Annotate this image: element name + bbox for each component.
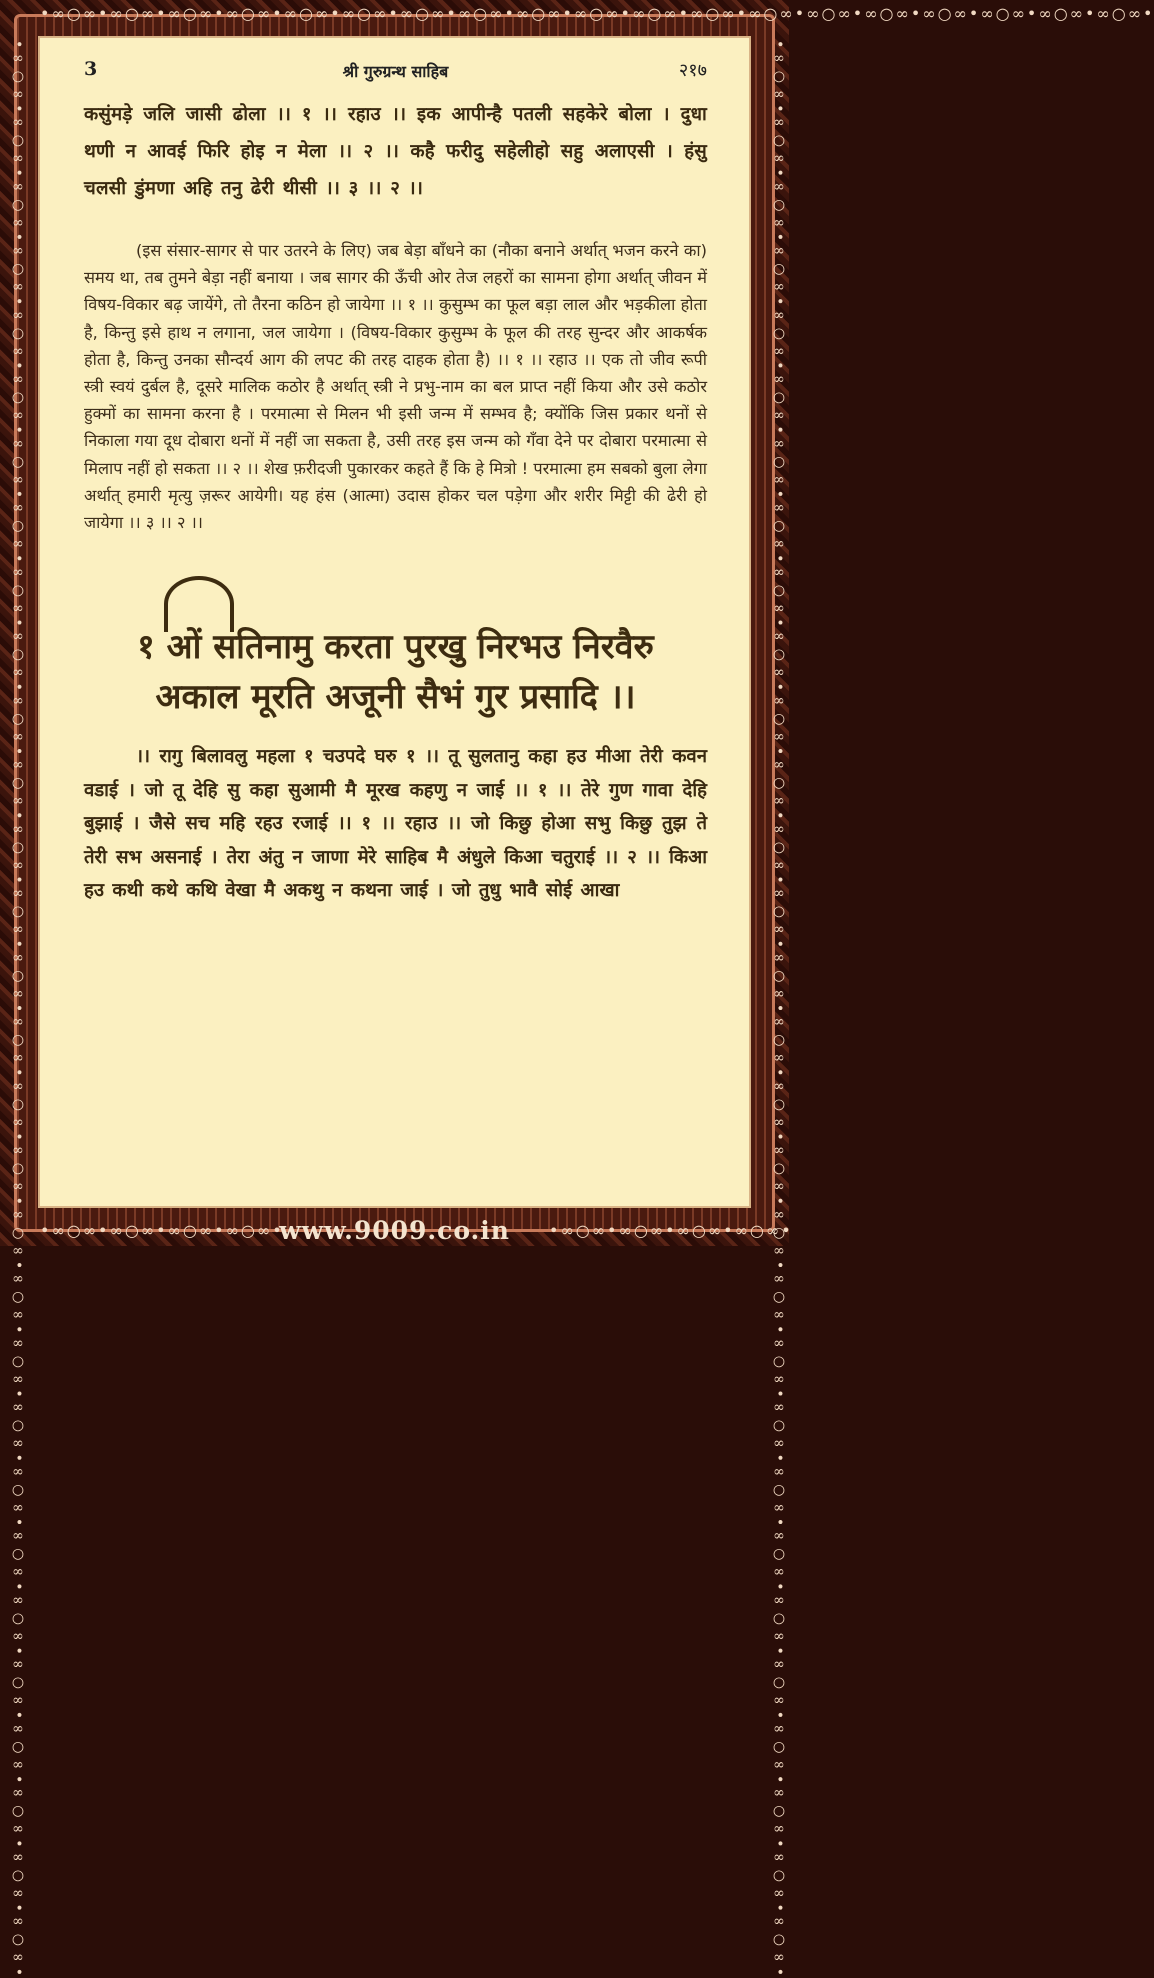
gurbani-text-top: कसुंमड़े जलि जासी ढोला ।। १ ।। रहाउ ।। इक आपीन्है पतली सहकेरे बोला । दुधा थणी न आवई फिरि होइ न मेला ।। २ ।। कहै फरीदु सहेलीहो सहु अलाएसी । हंसु चलसी डुंमणा अहि तनु ढेरी थीसी ।। ३ ।। २ ।। bbox=[84, 104, 707, 199]
mool-mantar-line-1: १ ओं सतिनामु करता पुरखु निरभउ निरवैरु bbox=[137, 627, 654, 668]
ek-onkar-arc bbox=[164, 576, 234, 632]
bottom-left-ornament: •∞○∞•∞○∞•∞○∞•∞○∞• bbox=[40, 1221, 284, 1240]
left-ornament: •∞○∞•∞○∞•∞○∞•∞○∞•∞○∞•∞○∞•∞○∞•∞○∞•∞○∞•∞○∞•∞○∞•∞○∞•∞○∞•∞○∞•∞○∞•∞○∞•∞○∞•∞○∞•∞○∞•∞○∞•∞○∞•∞○∞•∞○∞•∞○∞•∞○∞•∞○∞•∞○∞•∞○∞•∞○∞•∞○∞• bbox=[10, 40, 26, 1978]
gurbani-text-bottom: ।। रागु बिलावलु महला १ चउपदे घरु १ ।। तू सुलतानु कहा हउ मीआ तेरी कवन वडाई । जो तू देहि सु कहा सुआमी मै मूरख कहणु न जाई ।। १ ।। तेरे गुण गावा देहि बुझाई । जैसे सच महि रहउ रजाई ।। १ ।। रहाउ ।। जो किछु होआ सभु किछु तुझ ते तेरी सभ असनाई । तेरा अंतु न जाणा मेरे साहिब मै अंधुले किआ चतुराई ।। २ ।। किआ हउ कथी कथे कथि वेखा मै अकथु न कथना जाई । जो तुधु भावै सोई आखा bbox=[84, 746, 707, 902]
website-footer: www.9009.co.in bbox=[279, 1216, 510, 1245]
top-ornament: •∞○∞•∞○∞•∞○∞•∞○∞•∞○∞•∞○∞•∞○∞•∞○∞•∞○∞•∞○∞•∞○∞•∞○∞•∞○∞•∞○∞•∞○∞•∞○∞•∞○∞•∞○∞•∞○∞• bbox=[40, 4, 1154, 23]
right-ornament: •∞○∞•∞○∞•∞○∞•∞○∞•∞○∞•∞○∞•∞○∞•∞○∞•∞○∞•∞○∞•∞○∞•∞○∞•∞○∞•∞○∞•∞○∞•∞○∞•∞○∞•∞○∞•∞○∞•∞○∞•∞○∞•∞○∞•∞○∞•∞○∞•∞○∞•∞○∞•∞○∞•∞○∞•∞○∞•∞○∞• bbox=[771, 40, 787, 1978]
hindi-translation: (इस संसार-सागर से पार उतरने के लिए) जब बेड़ा बाँधने का (नौका बनाने अर्थात् भजन करने का) समय था, तब तुमने बेड़ा नहीं बनाया । जब सागर की ऊँची ओर तेज लहरों का सामना होगा अर्थात् जीवन में विषय-विकार बढ़ जायेंगे, तो तैरना कठिन हो जायेगा ।। १ ।। कुसुम्भ का फूल बड़ा लाल और भड़कीला होता है, किन्तु इसे हाथ न लगाना, जल जायेगा । (विषय-विकार कुसुम्भ के फूल की तरह सुन्दर और आकर्षक होता है, किन्तु उनका सौन्दर्य आग की लपट की तरह दाहक होता है) ।। १ ।। रहाउ ।। एक तो जीव रूपी स्त्री स्वयं दुर्बल है, दूसरे मालिक कठोर है अर्थात् स्त्री ने प्रभु-नाम का बल प्राप्त नहीं किया और उसे कठोर हुक्मों का सामना करना है । परमात्मा से मिलन भी इसी जन्म में सम्भव है; क्योंकि जिस प्रकार थनों से निकाला गया दूध दोबारा थनों में नहीं जा सकता है, उसी तरह इस जन्म को गँवा देने पर दोबारा परमात्मा से मिलाप नहीं हो सकता ।। २ ।। शेख फ़रीदजी पुकारकर कहते हैं कि हे मित्रो ! परमात्मा हम सबको बुला लेगा अर्थात् हमारी मृत्यु ज़रूर आयेगी। यह हंस (आत्मा) उदास होकर चल पड़ेगा और शरीर मिट्टी की ढेरी हो जायेगा ।। ३ ।। २ ।। bbox=[84, 241, 707, 533]
page-number-right: २१७ bbox=[678, 60, 707, 81]
mool-mantar-line-2: अकाल मूरति अजूनी सैभं गुर प्रसादि ।। bbox=[155, 677, 636, 718]
page-header bbox=[84, 58, 707, 88]
scripture-page bbox=[38, 36, 751, 1208]
mool-mantar bbox=[84, 622, 707, 722]
page-title: श्री गुरुग्रन्थ साहिब bbox=[342, 62, 449, 81]
bottom-right-ornament: •∞○∞•∞○∞•∞○∞•∞○∞• bbox=[549, 1221, 793, 1240]
page-number-left: 3 bbox=[84, 58, 98, 80]
